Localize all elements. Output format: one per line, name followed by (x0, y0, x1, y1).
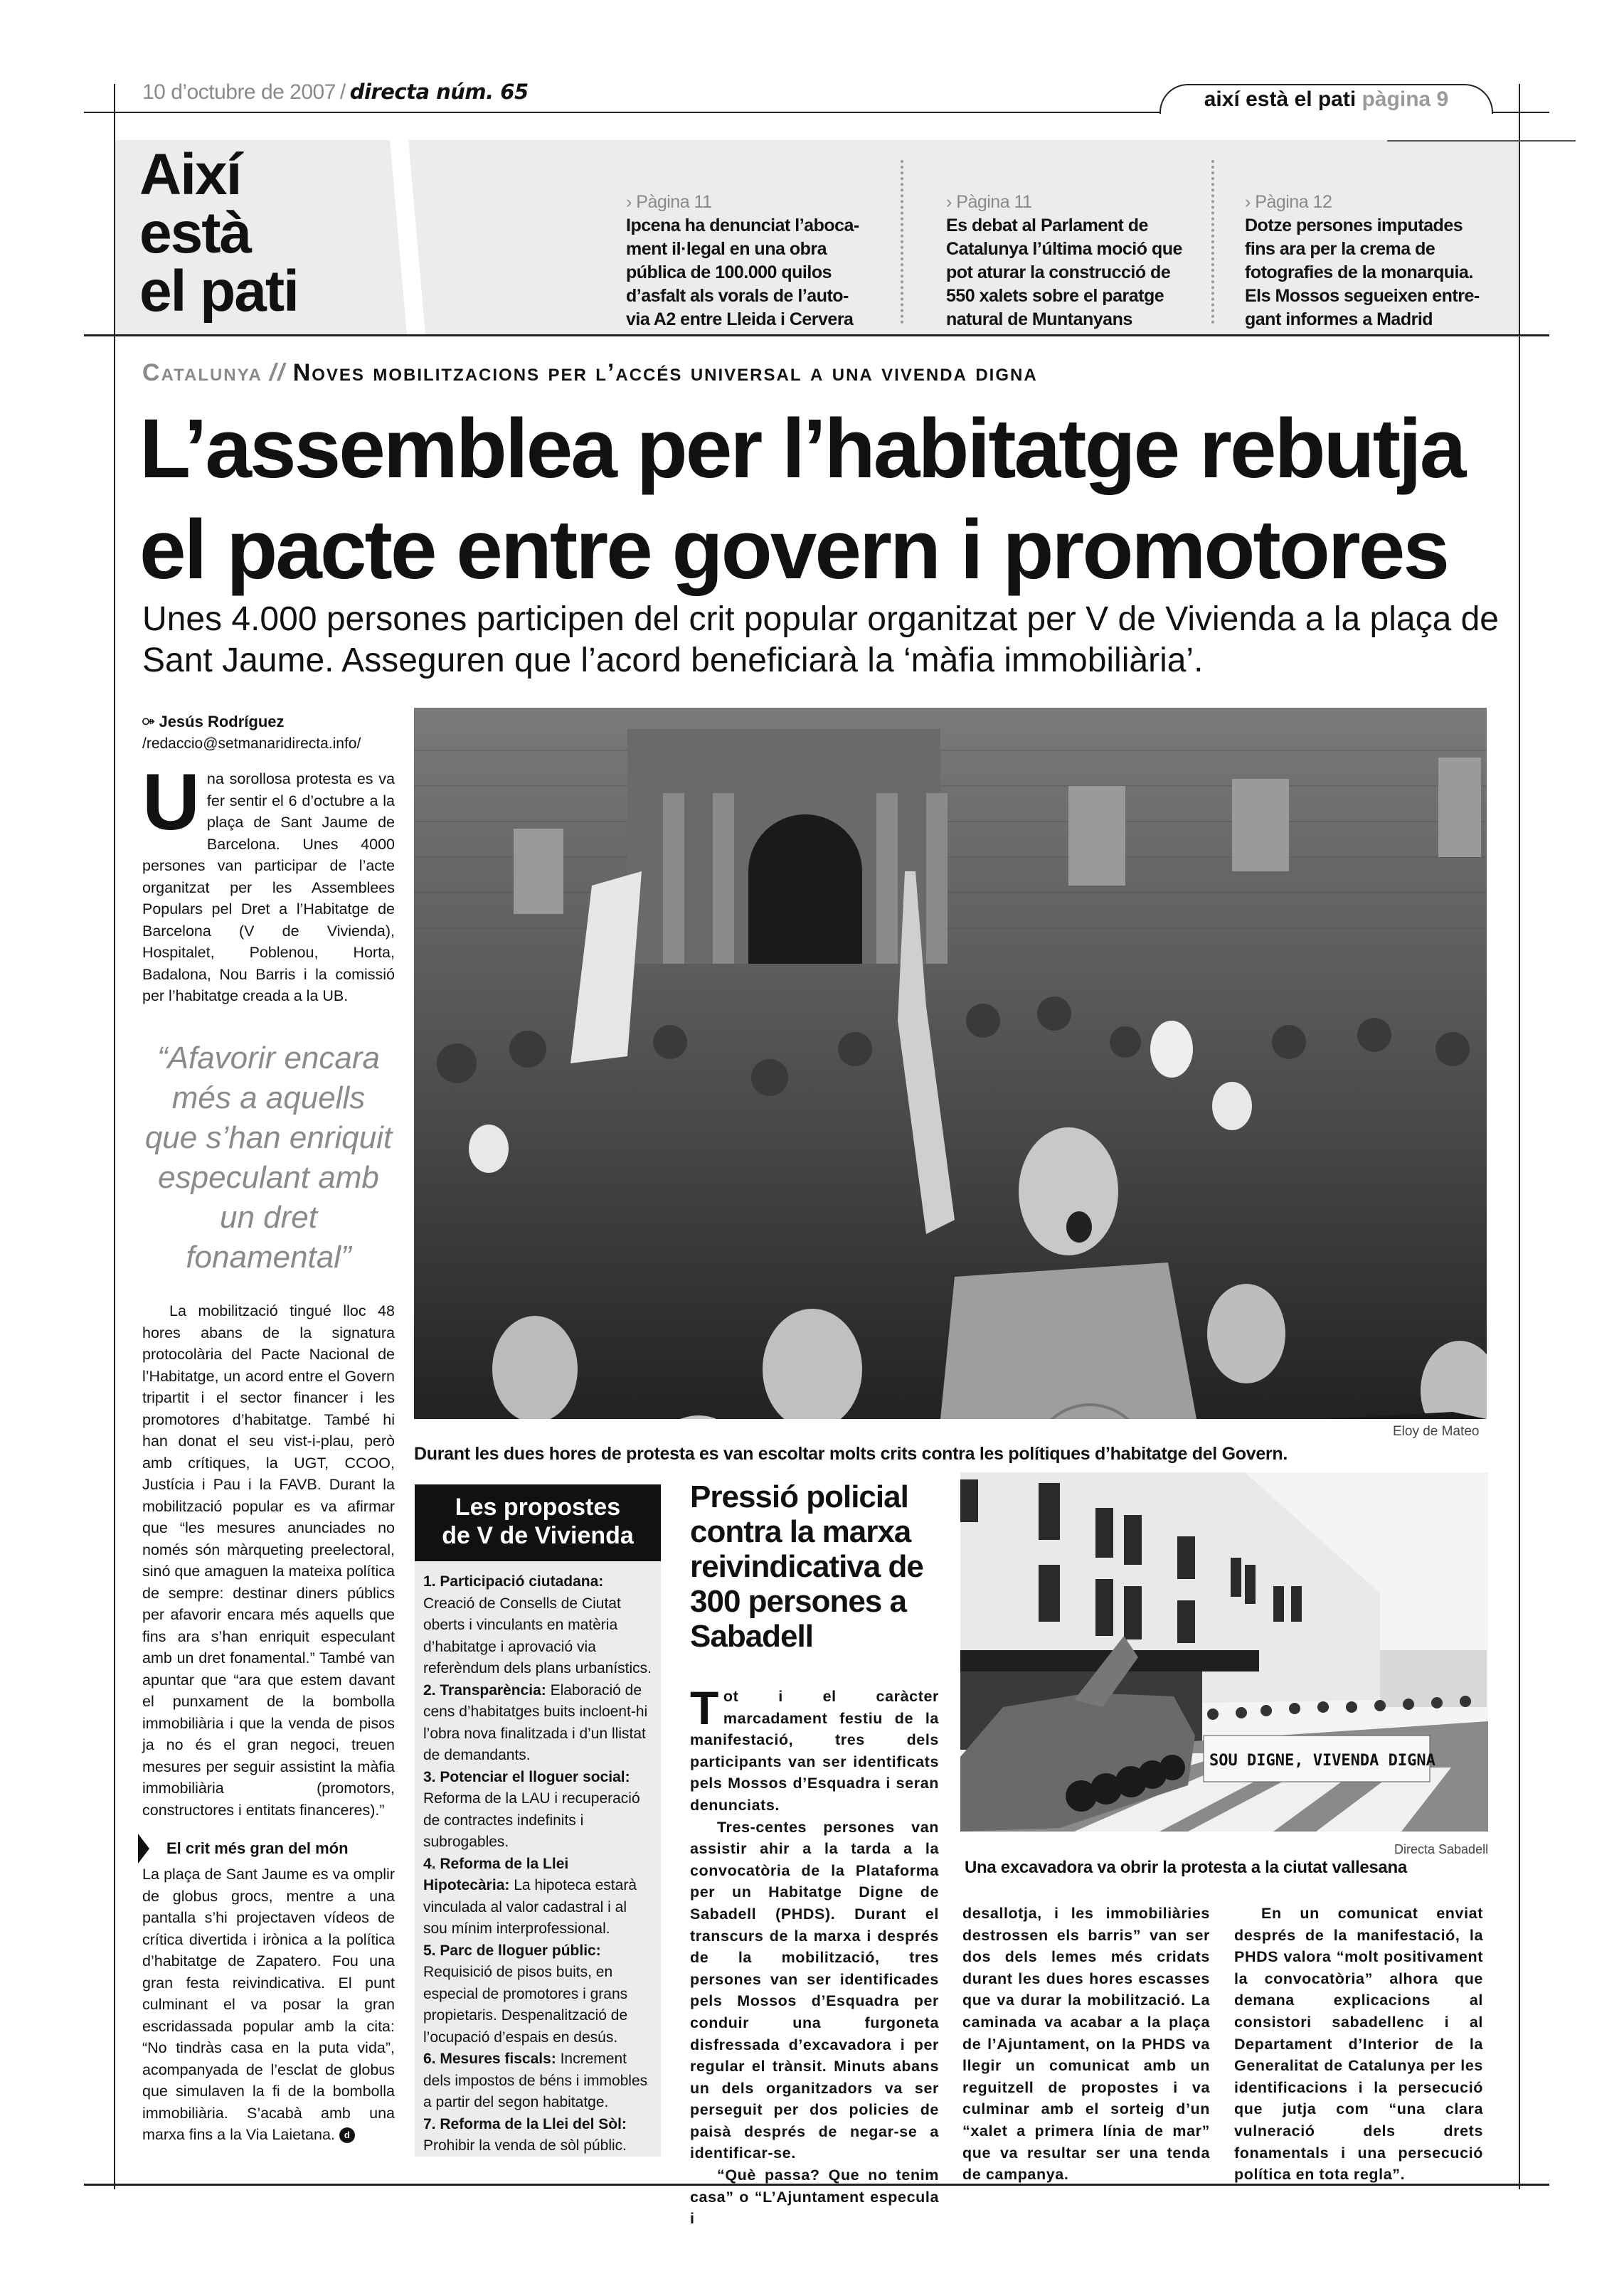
band-bottom-rule (84, 334, 1549, 336)
logo-line-1: Així (139, 142, 241, 207)
main-photo-protest-crowd (414, 708, 1487, 1419)
author-pen-icon: ⚩ (142, 714, 155, 730)
proposal-text: Prohibir la venda de sòl públic. (423, 2137, 627, 2154)
article-subhead: Unes 4.000 persones participen del crit popular organitzat per V de Vivienda a la plaça de Sant Jaume. Asseguren que l’acord beneficiarà la ‘màfia immobiliària’. (142, 600, 1499, 679)
author-email[interactable]: /redaccio@setmanaridirecta.info/ (142, 735, 361, 752)
subhead-crit (142, 1834, 395, 1864)
teaser-text: Dotze persones imputades fins ara per la crema de fotografies de la monarquia. Els Mossos segueixen entre-gant informes a Madrid (1245, 216, 1480, 329)
dropcap: T (690, 1681, 719, 1734)
date-separator: / (339, 80, 346, 104)
body-paragraph: “Què passa? Que no tenim casa” o “L’Ajuntament especula i (690, 2167, 939, 2228)
proposal-item (423, 1940, 654, 2049)
main-photo-caption: Durant les dues hores de protesta es van escoltar molts crits contra les polítiques d’habitatge del Govern. (414, 1444, 1288, 1464)
proposal-text: La hipoteca estarà vinculada al valor cadastral i al sou mínim interprofessional. (423, 1877, 637, 1937)
proposal-label: 1. Participació ciutadana: (423, 1573, 604, 1590)
sabadell-photo-excavator (960, 1472, 1488, 1832)
dropcap: U (142, 758, 200, 846)
proposal-label: 6. Mesures fiscals: (423, 2051, 556, 2067)
logo-line-2: està (139, 201, 251, 265)
teaser-2[interactable] (946, 191, 1188, 331)
directa-end-mark-icon: d (339, 2127, 355, 2143)
frame-left-rule (114, 84, 115, 2189)
body-paragraph: En un comunicat enviat després de la manifestació, la PHDS valora “molt positivament la convocatòria” alhora que demana explicacions al consistori sabadellenc i al Departament d’Interior de la Generalitat de Catalunya per les identificacions i la persecució que jutja com “una clara vulneració dels drets fonamentals i una persecució política en tota regla”. (1234, 1905, 1483, 2184)
secondary-lead: ot i el caràcter marcadament festiu de la manifestació, tres dels participants van ser identificats pels Mossos d’Esquadra i seran denunciats. (690, 1688, 939, 1814)
teaser-3[interactable] (1245, 191, 1487, 331)
proposals-title-line-2: de V de Vivienda (442, 1522, 634, 1549)
proposal-text: Increment dels impostos de béns i immobles a partir del segon habitatge. (423, 2051, 648, 2110)
intro-text: na sorollosa protesta es va fer sentir el 6 d’octubre a la plaça de Sant Jaume de Barcelona. Unes 4000 persones van participar de l’acte organitzat per les Assemblees Populars pel Dret a l’Habitatge de Barcelona (V de Vivienda), Hospitalet, Poblenou, Horta, Badalona, Nou Barris i la comissió per l’habitatge creada a la UB. (142, 770, 395, 1004)
kicker-section: Catalunya (142, 359, 262, 386)
proposal-item (423, 1767, 654, 1854)
body-paragraph: La mobilització tingué lloc 48 hores abans de la signatura protocolària del Pacte Nacional de l’Habitatge, un acord entre el Govern tripartit i el sector financer i les promotores d’habitatge. També hi han donat el seu vist-i-plau, però amb crítiques, la UGT, CCOO, Justícia i Pau i la FAVB. Durant la mobilització popular es va afirmar que “les mesures anunciades no només són màrqueting preelectoral, sinó que amaguen la mateixa política de sempre: destinar diners públics per afavorir encara més aquells que fins ara s’han enriquit especulant amb un dret fonamental.” També van apuntar que “ara que estem davant el punxament de la bombolla immobiliària i que la venda de pisos ja no és el gran negoci, treuen mesures per seguir assistint la màfia immobiliària (promotors, constructores i entitats financeres).” (142, 1302, 395, 1819)
banner-text: SOU DIGNE, VIVENDA DIGNA (1209, 1752, 1435, 1770)
secondary-headline: Pressió policial contra la marxa reivindicativa de 300 persones a Sabadell (690, 1479, 923, 1654)
proposals-title (415, 1484, 661, 1561)
proposal-item (423, 1854, 654, 1940)
article-kicker (142, 359, 1038, 387)
secondary-body-col-3 (1234, 1903, 1483, 2186)
proposal-item (423, 2048, 654, 2114)
byline (142, 711, 361, 755)
section-tab-title: així està el pati (1204, 87, 1357, 111)
proposal-text: Reforma de la LAU i recuperació de contractes indefinits i subrogables. (423, 1790, 640, 1850)
proposal-label: 2. Transparència: (423, 1681, 546, 1699)
page-number: pàgina 9 (1362, 87, 1449, 111)
sabadell-photo-caption: Una excavadora va obrir la protesta a la ciutat vallesana (965, 1858, 1407, 1877)
proposals-sidebar (415, 1484, 661, 2157)
secondary-body-col-1 (690, 1681, 939, 2230)
issue-date: 10 d’octubre de 2007 (142, 80, 336, 104)
teaser-1[interactable] (626, 191, 868, 331)
proposal-text: Requisició de pisos buits, en especial de promotores i grans propietaris. Despenalització de l’ocupació d’espais en desús. (423, 1964, 628, 2046)
logo-line-3: el pati (139, 259, 298, 324)
kicker-topic: Noves mobilitzacions per l’accés universal a una vivenda digna (292, 359, 1038, 386)
issue-number: directa núm. 65 (349, 80, 529, 104)
section-tab (1159, 84, 1493, 114)
proposals-title-line-1: Les propostes (455, 1494, 621, 1521)
teaser-text: Ipcena ha denunciat l’aboca-ment il·legal en una obra pública de 100.000 quilos d’asfalt als vorals de l’auto-via A2 entre Lleida i Cervera (626, 216, 859, 329)
pull-quote: “Afavorir encara més a aquells que s’han enriquit especulant amb un dret fonamental” (144, 1041, 393, 1275)
proposal-label: 5. Parc de lloguer públic: (423, 1942, 601, 1959)
proposal-item (423, 1680, 654, 1767)
body-paragraph: desallotja, i les immobiliàries destrossen els barris” van ser dos dels lemes més cridats durant les dues hores escasses que va durar la mobilització. La caminada va acabar a la plaça de l’Ajuntament, on la PHDS va llegir un comunicat amb un reguitzell de propostes i va culminar amb el sorteig d’un “xalet a primera línia de mar” que va resultar ser una tenda de campanya. (962, 1905, 1210, 2184)
proposals-list (415, 1561, 661, 2157)
kicker-slashes: // (269, 359, 286, 386)
proposal-item (423, 2114, 654, 2157)
article-body (142, 1300, 395, 2146)
sabadell-photo-credit: Directa Sabadell (1394, 1842, 1489, 1856)
teaser-page-link[interactable]: › Pàgina 12 (1245, 192, 1332, 212)
author-name: Jesús Rodríguez (159, 713, 285, 730)
frame-right-rule (1519, 84, 1520, 2189)
teaser-page-link[interactable]: › Pàgina 11 (946, 192, 1032, 212)
proposal-label: 7. Reforma de la Llei del Sòl: (423, 2115, 627, 2132)
teaser-divider (901, 160, 903, 324)
proposal-text: Creació de Consells de Ciutat oberts i vinculants en matèria d’habitatge i aprovació via referèndum dels plans urbanístics. (423, 1595, 652, 1676)
proposal-label: 3. Potenciar el lloguer social: (423, 1768, 630, 1785)
main-photo-credit: Eloy de Mateo (1393, 1424, 1480, 1439)
teaser-page-link[interactable]: › Pàgina 11 (626, 192, 712, 212)
teaser-divider (1211, 160, 1214, 324)
body-paragraph: Tres-centes persones van assistir ahir a la tarda a la convocatòria de la Plataforma per un Habitatge Digne de Sabadell (PHDS). Durant el transcurs de la marxa i després de la mobilització, tres persones van ser identificades pels Mossos d’Esquadra per conduir una furgoneta disfressada d’excavadora i per regular el trànsit. Minuts abans un dels organitzadors va ser perseguit per dos policies de paisà després de negar-se a identificar-se. (690, 1818, 939, 2162)
proposal-label: 4. Reforma de la Llei Hipotecària: (423, 1855, 569, 1893)
article-intro (142, 758, 395, 1007)
banner-top-rule (1387, 140, 1576, 142)
section-logo (139, 142, 298, 324)
issue-date-line (142, 80, 529, 105)
proposal-item (423, 1571, 654, 1680)
secondary-body-col-2 (962, 1903, 1210, 2186)
excavator-march-image (960, 1472, 1488, 1832)
body-paragraph: La plaça de Sant Jaume es va omplir de globus grocs, mentre a una pantalla s’hi projectaven vídeos de crítica divertida i irònica a la política d’habitatge de Zapatero. Fou una gran festa reivindicativa. El punt culminant el va posar la gran escridassada popular amb la cita: “No tindràs casa en la puta vida”, acompanyada de l’esclat de globus que simulaven la fi de la bombolla immobiliària. S’acabà amb una marxa fins a la Via Laietana. (142, 1866, 395, 2143)
teaser-text: Es debat al Parlament de Catalunya l’última moció que pot aturar la construcció de 550 xalets sobre el paratge natural de Muntanyans (946, 216, 1182, 329)
article-headline: L’assemblea per l’habitatge rebutja el pacte entre govern i promotores (139, 402, 1465, 597)
proposal-text: Elaboració de cens d’habitatges buits incloent-hi l’obra nova finalitzada i d’un llistat de demandants. (423, 1681, 648, 1763)
triangle-bullet-icon (138, 1834, 149, 1864)
subhead-text: El crit més gran del món (166, 1839, 349, 1857)
protest-crowd-image (414, 708, 1487, 1419)
